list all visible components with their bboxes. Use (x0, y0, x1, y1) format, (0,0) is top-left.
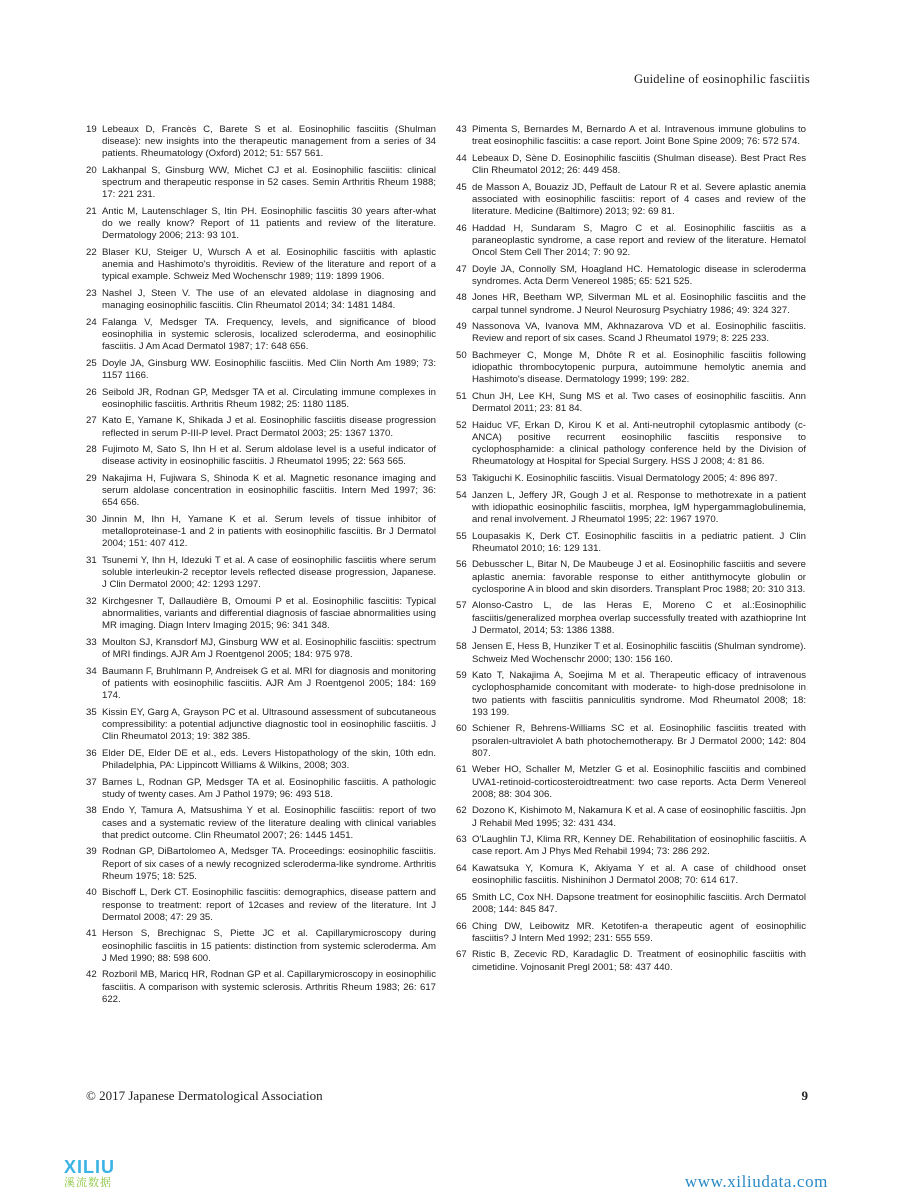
reference-text: Seibold JR, Rodnan GP, Medsger TA et al. Circulating immune complexes in eosinophilic fasciitis. Arthritis Rheum 1982; 25: 1180 1185. (102, 386, 436, 410)
page-number: 9 (801, 1088, 808, 1103)
reference-text: Endo Y, Tamura A, Matsushima Y et al. Eosinophilic fasciitis: report of two cases and a systematic review of the literature dealing with clinical variables that predict outcome. Clin Rheumatol 2007; 26: 1445 1451. (102, 805, 436, 841)
reference-text: Nassonova VA, Ivanova MM, Akhnazarova VD et al. Eosinophilic fasciitis. Review and report of six cases. Scand J Rheumatol 1979; 8: 225 233. (472, 321, 806, 345)
reference-number: 41 (86, 928, 97, 940)
reference-text: Lebeaux D, Sène D. Eosinophilic fasciitis (Shulman disease). Best Pract Res Clin Rheumatol 2012; 26: 449 458. (472, 152, 806, 176)
reference-number: 37 (86, 776, 97, 788)
reference-number: 50 (456, 349, 467, 361)
reference-number: 35 (86, 706, 97, 718)
watermark-url: www.xiliudata.com (684, 1172, 828, 1191)
reference-number: 23 (86, 288, 97, 299)
reference-number: 19 (86, 124, 97, 135)
reference-text: Moulton SJ, Kransdorf MJ, Ginsburg WW et al. Eosinophilic fasciitis: spectrum of MRI findings. AJR Am J Roentgenol 2005; 184: 975 978. (102, 636, 436, 661)
reference-item (86, 637, 436, 661)
reference-item (86, 805, 436, 842)
reference-text: Kissin EY, Garg A, Grayson PC et al. Ultrasound assessment of subcutaneous compressibility: a potential adjunctive diagnostic tool in eosinophilic fasciitis. J Clin Rheumatol 2013; 19: 382 385. (102, 706, 436, 743)
reference-number: 44 (456, 152, 467, 164)
reference-number: 45 (456, 181, 467, 193)
reference-item (86, 969, 436, 1006)
reference-number: 63 (456, 834, 467, 846)
reference-text: Haiduc VF, Erkan D, Kirou K et al. Anti-neutrophil cytoplasmic antibody (c-ANCA) positive recurrent eosinophilic fasciitis responsive to cyclophosphamide: a clinical pathology conference held by the Division of Rheumatology at Hospital for Special Surgery. HSS J 2008; 4: 81 86. (472, 419, 806, 468)
reference-item (456, 182, 806, 219)
reference-item (456, 391, 806, 415)
reference-number: 42 (86, 969, 97, 981)
reference-item (86, 555, 436, 592)
reference-text: Jinnin M, Ihn H, Yamane K et al. Serum levels of tissue inhibitor of metalloproteinase-1 and 2 in patients with eosinophilic fasciitis. Br J Dermatol 2004; 151: 407 412. (102, 513, 436, 550)
reference-text: Barnes L, Rodnan GP, Medsger TA et al. Eosinophilic fasciitis. A pathologic study of twenty cases. Am J Pathol 1979; 96: 493 518. (102, 776, 436, 800)
reference-number: 29 (86, 472, 97, 484)
reference-item (456, 921, 806, 945)
references-right-column (456, 124, 806, 978)
reference-number: 33 (86, 636, 97, 648)
reference-text: Bachmeyer C, Monge M, Dhôte R et al. Eosinophilic fasciitis following idiopathic thrombocytopenic purpura, autoimmune hemolytic anemia and Hashimoto's disease. Dermatology 1999; 199: 282. (472, 349, 806, 386)
reference-number: 59 (456, 670, 467, 682)
reference-text: Doyle JA, Ginsburg WW. Eosinophilic fasciitis. Med Clin North Am 1989; 73: 1157 1166. (102, 357, 436, 381)
reference-number: 25 (86, 357, 97, 369)
reference-text: Kato T, Nakajima A, Soejima M et al. Therapeutic efficacy of intravenous cyclophosphamide concomitant with moderate- to high-dose prednisolone in two patients with fasciitis panniculitis syndrome. Mod Rheumatol 2008; 18: 193 199. (472, 670, 806, 718)
reference-number: 51 (456, 390, 467, 402)
reference-number: 27 (86, 415, 97, 427)
reference-item (456, 764, 806, 801)
reference-number: 36 (86, 747, 97, 759)
reference-number: 49 (456, 321, 467, 333)
reference-item (86, 165, 436, 202)
reference-item (86, 358, 436, 382)
reference-text: Blaser KU, Steiger U, Wursch A et al. Eosinophilic fasciitis with aplastic anemia and Hashimoto's thyroiditis. Review of the literature and report of a typical example. Schweiz Med Wochenschr 1989; 119: 1899 1906. (102, 247, 436, 283)
reference-item (456, 892, 806, 916)
reference-item (86, 206, 436, 243)
reference-item (456, 641, 806, 665)
reference-item (86, 887, 436, 924)
reference-item (456, 805, 806, 829)
reference-text: Rodnan GP, DiBartolomeo A, Medsger TA. Proceedings: eosinophilic fasciitis. Report of six cases of a newly recognized scleroderma-like syndrome. Arthritis Rheum 1975; 18: 525. (102, 846, 436, 882)
reference-item (456, 124, 806, 148)
reference-text: Ristic B, Zecevic RD, Karadaglic D. Treatment of eosinophilic fasciitis with cimetidine. Vojnosanit Pregl 2001; 58: 437 440. (472, 949, 806, 973)
reference-number: 61 (456, 764, 467, 776)
reference-text: de Masson A, Bouaziz JD, Peffault de Latour R et al. Severe aplastic anemia associated with eosinophilic fasciitis: report of 4 cases and review of the literature. Medicine (Baltimore) 2013; 92: 69 81. (472, 181, 806, 217)
reference-item (86, 247, 436, 284)
reference-text: Kawatsuka Y, Komura K, Akiyama Y et al. A case of childhood onset eosinophilic fasciitis. Nishinihon J Dermatol 2008; 70: 614 617. (472, 862, 806, 887)
reference-text: Nakajima H, Fujiwara S, Shinoda K et al. Magnetic resonance imaging and serum aldolase concentration in eosinophilic fasciitis. Intern Med 1997; 36: 654 656. (102, 472, 436, 509)
reference-item (456, 321, 806, 345)
reference-text: Debusscher L, Bitar N, De Maubeuge J et al. Eosinophilic fasciitis and severe aplastic anemia: favorable response to either antithymocyte globulin or cyclosporine A in blood and skin disorders. Transplant Proc 1988; 20: 310 313. (472, 559, 806, 595)
reference-item (86, 514, 436, 551)
reference-number: 40 (86, 887, 97, 899)
reference-item (86, 415, 436, 439)
reference-text: Dozono K, Kishimoto M, Nakamura K et al. A case of eosinophilic fasciitis. Jpn J Rehabil Med 1995; 32: 431 434. (472, 805, 806, 829)
reference-item (456, 264, 806, 288)
xiliu-logo (64, 1158, 144, 1192)
reference-text: Lakhanpal S, Ginsburg WW, Michet CJ et al. Eosinophilic fasciitis: clinical spectrum and therapeutic response in 52 cases. Semin Arthritis Rheum 1988; 17: 221 231. (102, 165, 436, 201)
reference-item (456, 223, 806, 260)
reference-text: Alonso-Castro L, de las Heras E, Moreno C et al.:Eosinophilic fasciitis/generalized morphea overlap successfully treated with azathioprine Int J Dermatol, 2014; 53: 1386 1388. (472, 600, 806, 636)
reference-text: Ching DW, Leibowitz MR. Ketotifen-a therapeutic agent of eosinophilic fasciitis? J Intern Med 1992; 231: 555 559. (472, 920, 806, 944)
reference-number: 54 (456, 489, 467, 501)
reference-text: Herson S, Brechignac S, Piette JC et al. Capillarymicroscopy during eosinophilic fasciitis in 15 patients: distinction from systemic scleroderma. Am J Med 1990; 88: 598 600. (102, 928, 436, 964)
reference-number: 32 (86, 595, 97, 607)
reference-item (456, 420, 806, 469)
running-title: Guideline of eosinophilic fasciitis (633, 72, 810, 86)
reference-text: Doyle JA, Connolly SM, Hoagland HC. Hematologic disease in scleroderma syndromes. Acta Derm Venereol 1985; 65: 521 525. (472, 263, 806, 287)
logo-subtitle: 溪流数据 (64, 1176, 112, 1189)
reference-item (456, 949, 806, 973)
reference-item (456, 292, 806, 316)
reference-number: 39 (86, 846, 97, 858)
reference-text: Takiguchi K. Eosinophilic fasciitis. Visual Dermatology 2005; 4: 896 897. (472, 472, 778, 484)
reference-text: Lebeaux D, Francès C, Barete S et al. Eosinophilic fasciitis (Shulman disease): new insights into the therapeutic management from a series of 34 patients. Rheumatology (Oxford) 2012; 51: 557 561. (102, 124, 436, 160)
reference-item (86, 596, 436, 633)
reference-number: 47 (456, 263, 467, 275)
reference-text: Haddad H, Sundaram S, Magro C et al. Eosinophilic fasciitis as a paraneoplastic syndrome, a case report and review of the literature. Hematol Oncol Stem Cell Ther 2014; 7: 90 92. (472, 222, 806, 258)
reference-item (456, 600, 806, 637)
reference-text: Nashel J, Steen V. The use of an elevated aldolase in diagnosing and managing eosinophilic fasciitis. Clin Rheumatol 2014; 34: 1481 1484. (102, 288, 436, 312)
reference-item (456, 153, 806, 177)
reference-item (456, 559, 806, 596)
reference-number: 58 (456, 641, 467, 653)
reference-item (86, 846, 436, 883)
reference-item (86, 928, 436, 965)
reference-item (86, 124, 436, 161)
reference-text: Kato E, Yamane K, Shikada J et al. Eosinophilic fasciitis disease progression reflected in serum P-III-P level. Pract Dermatol 2003; 25: 1367 1370. (102, 415, 436, 439)
reference-item (456, 490, 806, 527)
reference-number: 24 (86, 316, 97, 328)
reference-text: Loupasakis K, Derk CT. Eosinophilic fasciitis in a pediatric patient. J Clin Rheumatol 2010; 16: 129 131. (472, 530, 806, 554)
reference-item (456, 531, 806, 555)
reference-text: Jones HR, Beetham WP, Silverman ML et al. Eosinophilic fasciitis and the carpal tunnel syndrome. J Neurol Neurosurg Psychiatry 1986; 49: 324 327. (472, 292, 806, 316)
reference-item (456, 473, 806, 485)
reference-number: 62 (456, 805, 467, 817)
reference-text: Tsunemi Y, Ihn H, Idezuki T et al. A case of eosinophilic fasciitis where serum soluble interleukin-2 receptor levels reflected disease progression, Japanese. J Clin Dermatol 2000; 42: 1293 1297. (102, 554, 436, 591)
reference-item (456, 670, 806, 719)
reference-text: Elder DE, Elder DE et al., eds. Levers Histopathology of the skin, 10th edn. Philadelphia, PA: Lippincott Williams & Wilkins, 2008; 303. (102, 747, 436, 771)
reference-number: 67 (456, 949, 467, 961)
reference-text: Chun JH, Lee KH, Sung MS et al. Two cases of eosinophilic fasciitis. Ann Dermatol 2011; 23: 81 84. (472, 390, 806, 415)
reference-text: O'Laughlin TJ, Klima RR, Kenney DE. Rehabilitation of eosinophilic fasciitis. A case report. Am J Phys Med Rehabil 1994; 73: 286 292. (472, 834, 806, 858)
reference-text: Fujimoto M, Sato S, Ihn H et al. Serum aldolase level is a useful indicator of disease activity in eosinophilic fasciitis. J Rheumatol 1995; 22: 563 565. (102, 444, 436, 468)
logo-mark-text: XILIU (64, 1157, 116, 1177)
reference-item (86, 748, 436, 772)
reference-text: Antic M, Lautenschlager S, Itin PH. Eosinophilic fasciitis 30 years after-what do we really know? Report of 11 patients and review of the literature. Dermatology 2006; 213: 93 101. (102, 206, 436, 242)
reference-text: Rozboril MB, Maricq HR, Rodnan GP et al. Capillarymicroscopy in eosinophilic fasciitis. A comparison with systemic sclerosis. Arthritis Rheum 1983; 26: 617 622. (102, 969, 436, 1005)
reference-text: Bischoff L, Derk CT. Eosinophilic fasciitis: demographics, disease pattern and response to treatment: report of 12cases and review of the literature. Int J Dermatol 2008; 47: 29 35. (102, 887, 436, 923)
reference-number: 26 (86, 386, 97, 398)
reference-number: 28 (86, 444, 97, 456)
reference-item (456, 723, 806, 760)
reference-number: 52 (456, 419, 467, 431)
reference-item (456, 863, 806, 887)
reference-number: 34 (86, 665, 97, 677)
reference-item (456, 834, 806, 858)
reference-text: Baumann F, Bruhlmann P, Andreisek G et al. MRI for diagnosis and monitoring of patients with eosinophilic fasciitis. AJR Am J Roentgenol 2005; 184: 169 174. (102, 665, 436, 702)
reference-item (456, 350, 806, 387)
reference-text: Kirchgesner T, Dallaudière B, Omoumi P et al. Eosinophilic fasciitis: Typical abnormalities, variants and differential diagnosis of fasciae abnormalities using MR imaging. Diagn Interv Imaging 2015; 96: 341 348. (102, 595, 436, 632)
reference-number: 60 (456, 723, 467, 735)
reference-item (86, 288, 436, 312)
reference-item (86, 777, 436, 801)
reference-text: Falanga V, Medsger TA. Frequency, levels, and significance of blood eosinophilia in systemic sclerosis, localized scleroderma, and eosinophilic fasciitis. J Am Acad Dermatol 1987; 17: 648 656. (102, 316, 436, 353)
reference-item (86, 707, 436, 744)
reference-number: 31 (86, 554, 97, 566)
reference-item (86, 666, 436, 703)
reference-number: 64 (456, 862, 467, 874)
reference-item (86, 387, 436, 411)
reference-text: Jensen E, Hess B, Hunziker T et al. Eosinophilic fasciitis (Shulman syndrome). Schweiz Med Wochenschr 2000; 130: 156 160. (472, 641, 806, 665)
reference-number: 66 (456, 920, 467, 932)
reference-number: 65 (456, 891, 467, 903)
reference-number: 57 (456, 600, 467, 612)
reference-text: Weber HO, Schaller M, Metzler G et al. Eosinophilic fasciitis and combined UVA1-retinoid-corticosteroidtreatment: two case reports. Acta Derm Venereol 2008; 88: 304 306. (472, 764, 806, 800)
reference-number: 56 (456, 559, 467, 571)
reference-number: 46 (456, 222, 467, 234)
reference-number: 20 (86, 165, 97, 176)
reference-number: 43 (456, 124, 467, 135)
copyright-notice: © 2017 Japanese Dermatological Association (86, 1088, 323, 1103)
reference-text: Smith LC, Cox NH. Dapsone treatment for eosinophilic fasciitis. Arch Dermatol 2008; 144: 845 847. (472, 891, 806, 915)
reference-text: Janzen L, Jeffery JR, Gough J et al. Response to methotrexate in a patient with idiopathic eosinophilic fasciitis, morphea, IgM hypergammaglobulinemia, and renal involvement. J Rheumatol 1995; 22: 1967 1970. (472, 489, 806, 525)
reference-item (86, 444, 436, 468)
reference-item (86, 317, 436, 354)
reference-number: 48 (456, 292, 467, 304)
reference-text: Pimenta S, Bernardes M, Bernardo A et al. Intravenous immune globulins to treat eosinophilic fasciitis: a case report. Joint Bone Spine 2009; 76: 572 574. (472, 124, 806, 148)
reference-number: 53 (456, 472, 467, 484)
reference-number: 38 (86, 805, 97, 817)
reference-number: 55 (456, 530, 467, 542)
reference-number: 21 (86, 206, 97, 217)
references-left-column (86, 124, 436, 1010)
reference-number: 30 (86, 513, 97, 525)
reference-text: Schiener R, Behrens-Williams SC et al. Eosinophilic fasciitis treated with psoralen-ultraviolet A bath photochemotherapy. Br J Dermatol 2000; 142: 804 807. (472, 723, 806, 759)
reference-item (86, 473, 436, 510)
reference-number: 22 (86, 247, 97, 258)
